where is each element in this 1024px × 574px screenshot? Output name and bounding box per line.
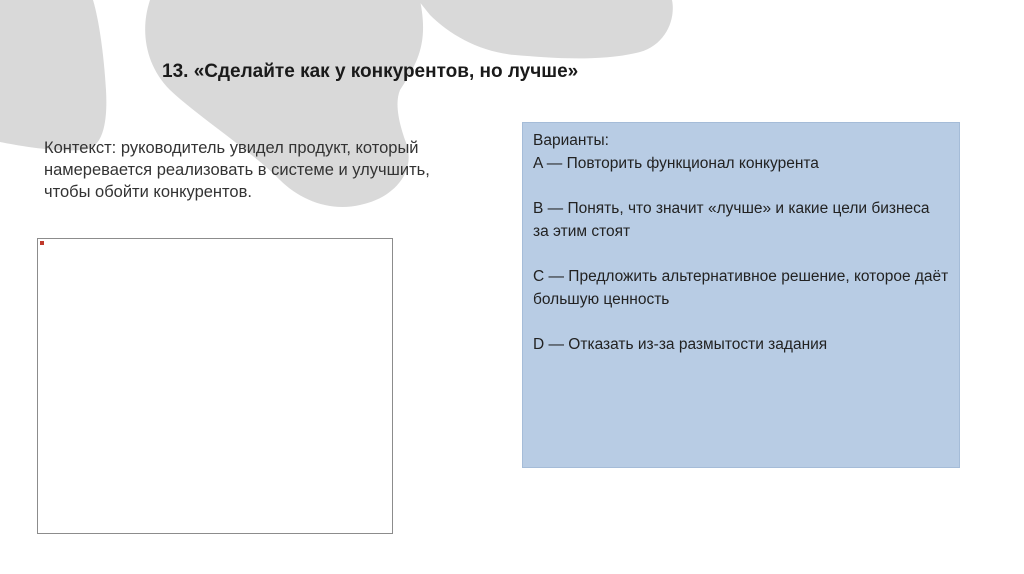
option-b: B — Понять, что значит «лучше» и какие цели бизнеса за этим стоят (533, 200, 930, 240)
slide-title: 13. «Сделайте как у конкурентов, но лучше» (162, 61, 579, 82)
option-c: C — Предложить альтернативное решение, которое даёт большую ценность (533, 268, 949, 308)
options-panel (522, 122, 960, 468)
options-heading: Варианты: (533, 132, 609, 149)
broken-image-icon (40, 241, 44, 245)
context-text: Контекст: руководитель увидел продукт, который намеревается реализовать в системе и улучшить, чтобы обойти конкурентов. (44, 139, 430, 201)
image-placeholder (37, 238, 393, 534)
decor-shape-right (418, 0, 673, 58)
decor-shape-left (0, 0, 106, 150)
option-a: A — Повторить функционал конкурента (533, 155, 819, 172)
option-d: D — Отказать из-за размытости задания (533, 336, 828, 353)
